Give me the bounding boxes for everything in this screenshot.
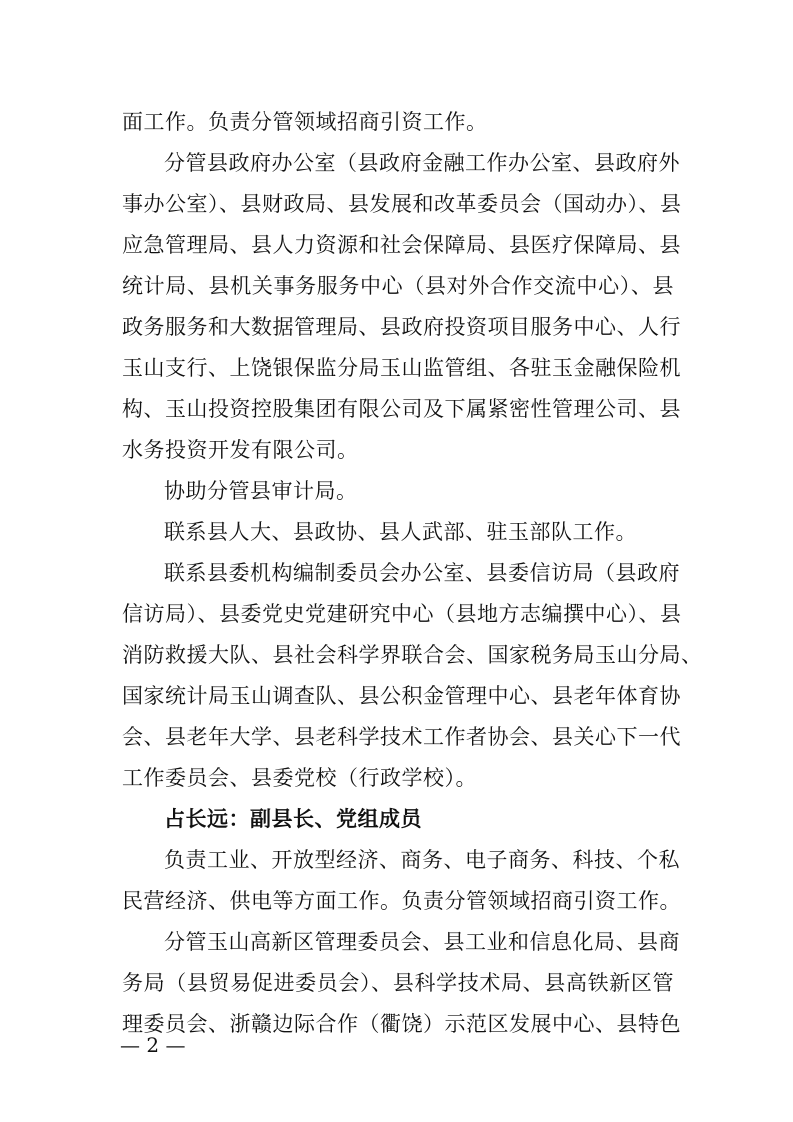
paragraph-line: 应急管理局、县人力资源和社会保障局、县医疗保障局、县 [122, 233, 681, 257]
paragraph-line: 协助分管县审计局。 [164, 479, 358, 503]
paragraph-line: 水务投资开发有限公司。 [122, 438, 359, 462]
paragraph-line: 统计局、县机关事务服务中心（县对外合作交流中心）、县 [122, 274, 674, 298]
page-number: — 2 — [120, 1033, 186, 1057]
paragraph-line: 工作委员会、县委党校（行政学校）。 [122, 766, 477, 790]
paragraph-line: 分管县政府办公室（县政府金融工作办公室、县政府外 [164, 151, 680, 175]
paragraph-line: 面工作。负责分管领域招商引资工作。 [122, 110, 488, 134]
paragraph-line: 国家统计局玉山调查队、县公积金管理中心、县老年体育协 [122, 684, 681, 708]
paragraph-line: 会、县老年大学、县老科学技术工作者协会、县关心下一代 [122, 725, 681, 749]
paragraph-line: 事办公室）、县财政局、县发展和改革委员会（国动办）、县 [122, 192, 682, 216]
paragraph-line: 构、玉山投资控股集团有限公司及下属紧密性管理公司、县 [122, 397, 681, 421]
paragraph-line: 理委员会、浙赣边际合作（衢饶）示范区发展中心、县特色 [122, 1012, 681, 1036]
paragraph-line: 消防救援大队、县社会科学界联合会、国家税务局玉山分局、 [122, 643, 703, 667]
paragraph-line: 务局（县贸易促进委员会）、县科学技术局、县高铁新区管 [122, 971, 674, 995]
paragraph-line: 负责工业、开放型经济、商务、电子商务、科技、个私 [164, 848, 680, 872]
paragraph-line: 联系县委机构编制委员会办公室、县委信访局（县政府 [164, 561, 680, 585]
paragraph-line: 民营经济、供电等方面工作。负责分管领域招商引资工作。 [122, 889, 681, 913]
paragraph-line: 信访局）、县委党史党建研究中心（县地方志编撰中心）、县 [122, 602, 682, 626]
paragraph-line: 玉山支行、上饶银保监分局玉山监管组、各驻玉金融保险机 [122, 356, 681, 380]
section-heading: 占长远：副县长、党组成员 [164, 807, 422, 831]
paragraph-line: 分管玉山高新区管理委员会、县工业和信息化局、县商 [164, 930, 680, 954]
paragraph-line: 联系县人大、县政协、县人武部、驻玉部队工作。 [164, 520, 637, 544]
paragraph-line: 政务服务和大数据管理局、县政府投资项目服务中心、人行 [122, 315, 681, 339]
